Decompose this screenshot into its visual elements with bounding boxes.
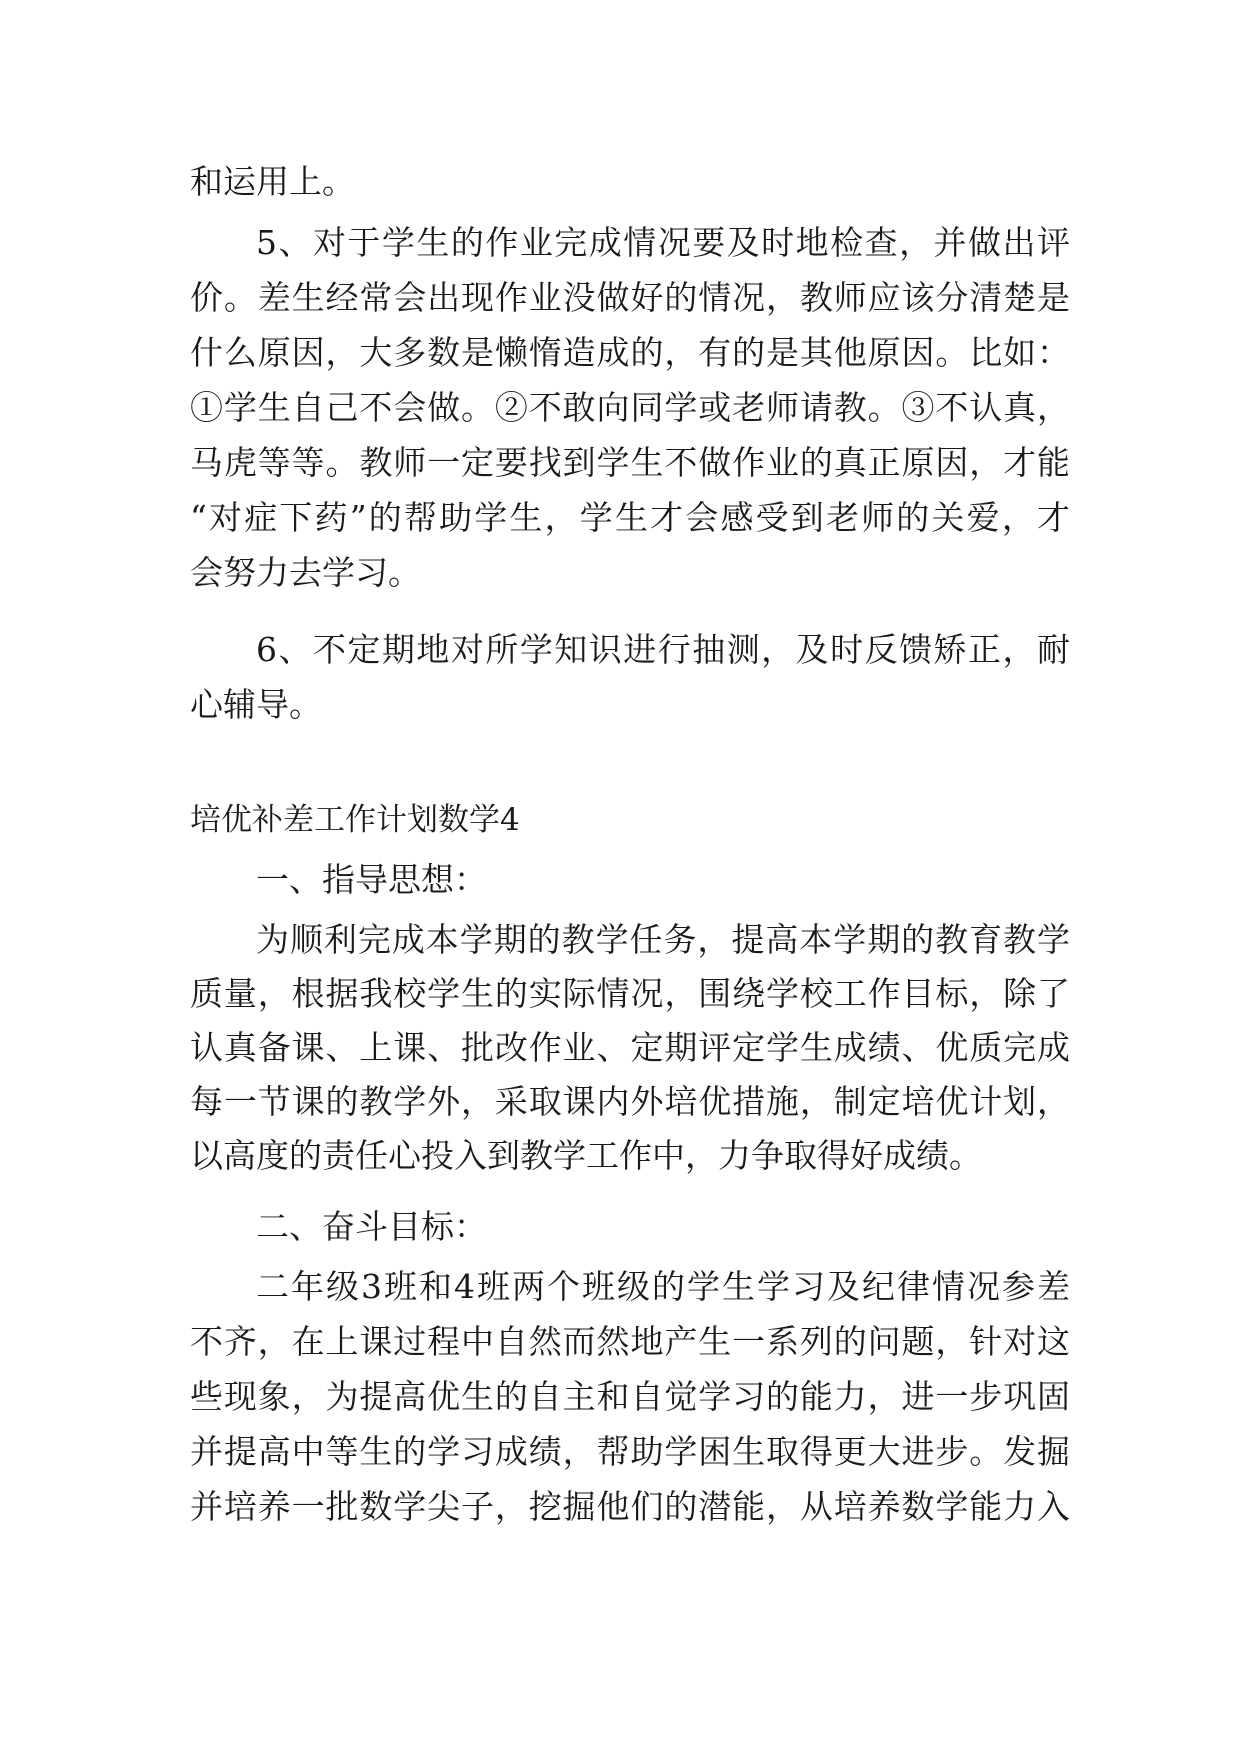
paragraph-line: 质量，根据我校学生的实际情况，围绕学校工作目标，除了 <box>190 974 1070 1013</box>
paragraph-line: ①学生自己不会做。②不敢向同学或老师请教。③不认真， <box>190 388 1070 427</box>
paragraph-line: 并培养一批数学尖子，挖掘他们的潜能，从培养数学能力入 <box>190 1487 1070 1526</box>
paragraph-line: 不齐，在上课过程中自然而然地产生一系列的问题，针对这 <box>190 1322 1070 1361</box>
paragraph-line: 价。差生经常会出现作业没做好的情况，教师应该分清楚是 <box>190 278 1070 317</box>
paragraph-line: 马虎等等。教师一定要找到学生不做作业的真正原因，才能 <box>190 443 1070 482</box>
part-heading: 一、指导思想： <box>256 860 487 899</box>
part-heading: 二、奋斗目标： <box>256 1207 487 1246</box>
paragraph-line: 二年级3班和4班两个班级的学生学习及纪律情况参差 <box>256 1267 1070 1306</box>
paragraph-line: 每一节课的教学外，采取课内外培优措施，制定培优计划， <box>190 1082 1070 1121</box>
paragraph-line: 什么原因，大多数是懒惰造成的，有的是其他原因。比如： <box>190 333 1070 372</box>
paragraph-line: 心辅导。 <box>190 685 322 724</box>
paragraph-line: 以高度的责任心投入到教学工作中，力争取得好成绩。 <box>190 1136 982 1175</box>
paragraph-line: 5、对于学生的作业完成情况要及时地检查，并做出评 <box>256 223 1070 262</box>
paragraph-line: 认真备课、上课、批改作业、定期评定学生成绩、优质完成 <box>190 1028 1070 1067</box>
section-title: 培优补差工作计划数学4 <box>190 802 520 838</box>
paragraph-line: 会努力去学习。 <box>190 553 421 592</box>
paragraph-line: 6、不定期地对所学知识进行抽测，及时反馈矫正，耐 <box>256 630 1070 669</box>
paragraph-line: 为顺利完成本学期的教学任务，提高本学期的教育教学 <box>256 920 1070 959</box>
paragraph-line: 和运用上。 <box>190 162 355 201</box>
paragraph-line: “对症下药”的帮助学生，学生才会感受到老师的关爱，才 <box>190 498 1070 537</box>
paragraph-line: 些现象，为提高优生的自主和自觉学习的能力，进一步巩固 <box>190 1377 1070 1416</box>
paragraph-line: 并提高中等生的学习成绩，帮助学困生取得更大进步。发掘 <box>190 1432 1070 1471</box>
